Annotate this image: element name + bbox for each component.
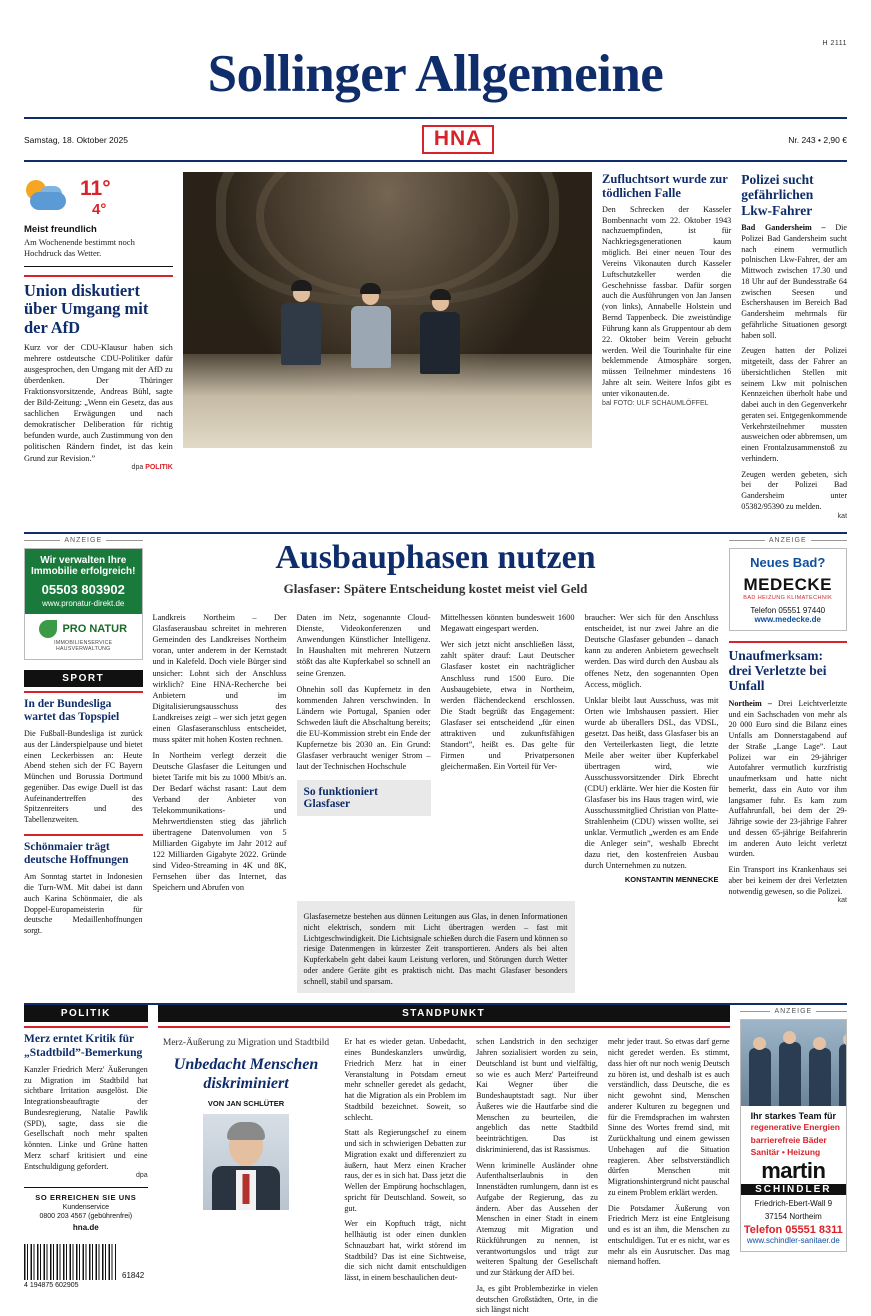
main-story: [153, 534, 719, 994]
medecke-brand: MEDECKE: [743, 574, 832, 594]
barcode-icon: [24, 1244, 116, 1280]
politik-headline: Merz erntet Kritik für „Stadtbild”-Bemerkung: [24, 1033, 143, 1059]
standpunkt-col-3: [608, 1032, 730, 1316]
medecke-ad[interactable]: [729, 548, 848, 631]
infobox-text: Glasfasernetze bestehen aus dünnen Leitungen aus Glas, in denen Informationen nicht elektrisch, sondern mit Licht übertragen werden – fast mit Lichtgeschwindigkeit. Die Lichtsignale schießen durch die Fasern und können so riesige Datenmengen in kürzester Zeit transportieren. Anders als bei alten Kupferkabeln geht dabei kaum Leistung verloren, und Störungen durch Wetter oder andere Geräte gibt es praktisch nicht. Das macht Glasfaser besonders schnell, stabil und sparsam.: [303, 912, 568, 986]
politik-text: Kanzler Friedrich Merz' Äußerungen zu Migration im Stadtbild hat sichtbare Irritation ausgelöst. Die Integrationsbeauftragte der Bundesregierung, Natalie Pawlik (SPD), sagte, dass sie die Gesellschaft noch mehr spalten könnten. Linke und Grüne hatten Merz scharf kritisiert und eine Entschuldigung gefordert.: [24, 1064, 148, 1171]
ad-brand-sub: IMMOBILIENSERVICE HAUSVERWALTUNG: [54, 639, 113, 652]
standpunkt-col2-p2: Wenn kriminelle Ausländer ohne Aufenthaltserlaubnis in den Innenstädten rumlungern, dann ist es Aufgabe der Regierung, das zu ändern. Aber das Aussehen der Menschen in einer Stadt in einem Atemzug mit Migration und Rückführungen zu nennen, ist verantwortungslos und trägt zur weiteren Spaltung der Gesellschaft und zur Stärkung der AfD bei.: [476, 1160, 598, 1278]
medecke-phone: Telefon 05551 97440: [750, 605, 826, 615]
pronatur-ad[interactable]: [24, 548, 143, 660]
main-story-subhead: Glasfaser: Spätere Entscheidung kostet meist viel Geld: [283, 581, 588, 597]
temp-low: 4°: [92, 201, 107, 219]
police-story-lead: Bad Gandersheim –: [741, 223, 826, 233]
story-col1-p1: Landkreis Northeim – Der Glasfaserausbau schreitet in mehreren Gemeinden des Landkreises Northeim voran, unter anderem in der Kernstadt und in Kalefeld. Doch viele Bürger sind unsicher: Lohnt sich der Anschluss wirklich? Eine HNA-Recherche bei Anbietern und im Digitalisierungsausschuss des Landkreises zeigt – wer sich jetzt gegen einen Glasfaseranschluss entscheidet, muss später mit hohen Kosten rechnen.: [152, 613, 287, 744]
standpunkt-section-bar: STANDPUNKT: [158, 1005, 730, 1022]
schindler-ad[interactable]: [740, 1019, 847, 1252]
story-col-1: [153, 607, 287, 893]
standpunkt-col2-p3: Ja, es gibt Problembezirke in vielen deutschen Großstädten, Orte, in die sich längst nicht: [476, 1283, 598, 1315]
politik-column: [24, 1005, 148, 1316]
left-column: [24, 172, 173, 520]
accident-text: [729, 699, 848, 860]
story-col2-p2: Ohnehin soll das Kupfernetz in den kommenden Jahren verschwinden. In Ländern wie Portugal, Spanien oder Schweden läuft die Abschaltung bereits; die EU-Kommission strebt ein Ende der Kupfernetze bis 2030 an. Ein Grund: Glasfaser verbraucht weniger Strom – laut der Technischen Hochschule: [296, 684, 431, 771]
accident-lead: Northeim –: [728, 698, 772, 708]
issue-code: H 2111: [822, 40, 847, 47]
ad-phone: 05503 803902: [41, 581, 125, 597]
weather-widget: [24, 172, 173, 218]
top-section: [24, 162, 847, 520]
schindler-team-photo: [741, 1020, 846, 1106]
photo-column: [183, 172, 592, 520]
photo-credit-photographer: FOTO: ULF SCHAUMLÖFFEL: [613, 399, 709, 407]
contact-line1: Kundenservice: [62, 1204, 109, 1212]
accident-credit: kat: [837, 897, 847, 905]
ad-brand: PRO NATUR: [62, 622, 128, 635]
schindler-address-2: 37154 Northeim: [764, 1212, 822, 1222]
medecke-headline: Neues Bad?: [750, 554, 826, 570]
contact-line2: 0800 203 4567 (gebührenfrei): [39, 1213, 133, 1221]
masthead-info: [24, 119, 847, 160]
standpunkt-col2-p1: schen Landstrich in den sechziger Jahren sozialisiert worden zu sein, Deutschland ist bunt und vielfältig, so wie es auch Merz' Parteifreund Kai Wegner über die Bundeshauptstadt sagt. Nur über Äußeres wie die Hautfarbe sind die Menschen zu beurteilen, die angeblich das nette Stadtbild beeinträchtigen. Das ist diskriminierend, das ist Rassismus.: [476, 1037, 598, 1154]
infobox-body: [297, 901, 575, 993]
ad-label-text: ANZEIGE: [64, 536, 103, 544]
schindler-address-1: Friedrich-Ebert-Wall 9: [754, 1199, 833, 1209]
schindler-brand: martin: [761, 1158, 826, 1184]
temp-high: 11°: [80, 177, 111, 201]
politik-section-bar: POLITIK: [24, 1005, 148, 1022]
standpunkt-byline: VON JAN SCHLÜTER: [207, 1099, 285, 1109]
contact-title: SO ERREICHEN SIE UNS: [35, 1193, 137, 1203]
hna-logo: HNA: [422, 125, 495, 154]
main-story-headline: Ausbauphasen nutzen: [275, 538, 596, 576]
police-story-text: [741, 223, 847, 341]
author-portrait: [203, 1114, 289, 1210]
photo-credit: [602, 400, 731, 407]
story-col-3: [441, 607, 575, 893]
barcode-number: 61842: [122, 1271, 145, 1281]
bottom-ad-column: [740, 1005, 847, 1316]
right-ad-column: [729, 534, 848, 994]
left-story-credit: [24, 464, 173, 471]
main-story-columns: [153, 607, 719, 893]
ad-label-bottom: [740, 1005, 847, 1019]
masthead-divider-2: [24, 160, 847, 162]
section-tag: POLITIK: [145, 463, 173, 471]
weather-text: Am Wochenende bestimmt noch Hochdruck das Wetter.: [24, 237, 135, 258]
sport-item2-headline: Schönmaier trägt deutsche Hoffnungen: [24, 840, 129, 867]
photo-story-text: Den Schrecken der Kasseler Bombennacht vom 22. Oktober 1943 nachzuempfinden, ist für Nachkriegsgenerationen kaum möglich. Bei einer neuen Tour des Vereins Vikonauten durch Kasseler Luftschutzkeller werden die Geschehnisse fassbar. Dafür sorgen auch die Ausführungen von Jan Jansen (von links), Annabelle Holstein und Bernd Tappenbeck. Die zweistündige Führung kann als Gruppentour ab dem 22. Oktober beim Verein gebucht werden. Weil die Tourinhalte für eine beklemmende Atmosphäre sorgen, müssen Teilnehmer mindestens 16 Jahre alt sein. Weitere Infos gibt es unter vikonauten.de.: [602, 204, 732, 398]
police-story-body: Die Polizei Bad Gandersheim sucht nach einem vermutlich polnischen Lkw-Fahrer, der am Mittwoch zwischen 17.30 und 18 Uhr auf der Bundesstraße 64 zwischen Seesen und Eschershausen im Bereich Bad Gandersheim mehrmals für gefährliche Situationen gesorgt haben soll.: [741, 223, 848, 340]
story-col1-p2: In Northeim verlegt derzeit die Deutsche Glasfaser die Leitungen und bietet Tarife mit bis zu 1000 Mbit/s an. Der Bedarf wächst rasant: Laut dem Verband der Anbieter von Telekommunikations- und Mehrwertdiensten stieg das jährlich übertragene Datenvolumen von 5 Milliarden Gigabyte im Jahr 2012 auf 122 Milliarden Gigabyte 2022. Gründe sind Video-Streaming in 4K und 8K, Fernsehen über das Internet, das Speichern und Abrufen von: [152, 750, 287, 893]
left-story-headline: Union diskutiert über Umgang mit der AfD: [24, 280, 149, 337]
bottom-section: [24, 1005, 847, 1316]
ad-label-right: [729, 534, 848, 548]
weather-title: Meist freundlich: [24, 224, 97, 236]
sport-section-bar: SPORT: [24, 670, 143, 687]
weather-temps: [80, 178, 111, 217]
sport-item1-headline: In der Bundesliga wartet das Topspiel: [24, 697, 120, 723]
politik-credit: dpa: [135, 1172, 148, 1180]
schindler-bullet-2: barrierefreie Bäder: [750, 1134, 827, 1145]
ad-url[interactable]: www.pronatur-direkt.de: [42, 598, 125, 608]
schindler-bullet-3: Sanitär • Heizung: [750, 1147, 821, 1158]
main-photo: [183, 172, 592, 448]
standpunkt-col1-p2: Statt als Regierungschef zu einem und sich in schwierigen Debatten zur Migration exakt und differenziert zu äußern, haut Merz einen Kracher raus, der es in sich hat. Dass jetzt die Wellen der Empörung hochschlagen, spricht für Deutschland. Soweit, so gut.: [344, 1128, 467, 1213]
masthead: [24, 0, 847, 162]
story-col3-p1: Mittelhessen könnten bundesweit 1600 Megawatt eingespart werden.: [440, 613, 575, 634]
ad-label-text-right: ANZEIGE: [768, 536, 807, 544]
police-story-text-3: Zeugen werden gebeten, sich bei der Polizei Bad Gandersheim unter 05382/95390 zu melden.: [741, 469, 848, 511]
barcode-block: [24, 1244, 148, 1280]
schindler-bullets: [741, 1121, 846, 1158]
story-col3-p2: Wer sich jetzt nicht anschließen lässt, zahlt später drauf: Laut Deutscher Glasfaser kostet ein nachträglicher Anschluss rund 1500 Euro. Die Ausbaugebiete, etwa in Northeim, werden flächendeckend erschlossen. Die Stadt begrüßt das Engagement: Glasfaser sei entscheidend „für einen attraktiven und zukunftsfähigen Standort”, heißt es. Das gelte für Firmen und Privatpersonen gleichermaßen. Ein Vorteil für Ver-: [440, 640, 575, 771]
police-story-text-2: Zeugen hatten der Polizei mitgeteilt, dass der Fahrer an übersichtlichen Stellen mit seinem Lkw mit polnischen Kennzeichen überholt habe und dabei auch in den Gegenverkehr geraten sei. Entgegenkommende Verkehrsteilnehmer mussten ausweichen oder abbremsen, um einen Frontalzusammenstoß zu verhindern.: [741, 346, 848, 463]
sport-item1-text: Die Fußball-Bundesliga ist zurück aus der Länderspielpause und bietet einen Leckerbissen an: Heute Abend stehen sich der FC Bayern München und Borussia Dortmund gegenüber. Das ewige Duell ist das Aufeinandertreffen des Spitzenreiters und des Tabellenzweiten.: [24, 729, 143, 825]
issue-number-price: Nr. 243 • 2,90 €: [788, 134, 847, 145]
photo-credit-author: bal: [602, 399, 612, 407]
contact-url[interactable]: hna.de: [72, 1223, 99, 1233]
story-col-4: [585, 607, 719, 893]
accident-headline: Unaufmerksam: drei Verletzte bei Unfall: [728, 647, 827, 694]
schindler-brand-2: SCHINDLER: [741, 1184, 846, 1195]
story-col4-p2: Unklar bleibt laut Ausschuss, was mit Orten wie Imbshausen passiert. Hier wurde ab überallers DSL, das VDSL, gesetzt. Das heißt, dass Glasfaser bis an den Verteilerkasten liegt, die letzte Meile aber weiter über Kupferkabel übertragen wird, wie Ausschussvorsitzender Dirk Ebrecht (CDU) erklärte. Wer hier die Kosten für Glasfaser bis ins Haus tragen wird, wie Ausschussmitglied Christian von Platte-Strahlenheim (CDU) wissen wollte, sei unklar. Vermutlich „werden es am Ende die Anleger sein”, weshalb Ebrecht dazu riet, den kostenfreien Ausbau durch Unternehmen zu nutzen.: [584, 695, 719, 871]
standpunkt-col-1: [344, 1032, 466, 1316]
photo-story-headline: Zufluchtsort wurde zur tödlichen Falle: [602, 172, 728, 201]
ad-label-left: [24, 534, 143, 548]
schindler-bullet-1: regenerative Energien: [750, 1122, 840, 1133]
schindler-url[interactable]: www.schindler-sanitaer.de: [746, 1236, 840, 1246]
standpunkt-col3-p1: mehr jeder traut. So etwas darf gerne nicht geredet werden. Es stimmt, dass hier oft nur noch wenig Deutsch zu hören ist, und deshalb ist es auch verständlich, dass Deutsche, die es nicht gewohnt sind, Menschen anderer Kulturen zu begegnen und für die Fremdsprachen im wahrsten Sinne des Wortes fremd sind, mit Zurückhaltung und einem gewissen Unbehagen auf die Situation reagieren. Aber selbstverständlich dürfen Menschen mit Migrationshintergrund nicht pauschal zu einem Problem erklärt werden.: [607, 1037, 730, 1197]
photo-caption-column: [602, 172, 731, 520]
infobox: [297, 780, 431, 816]
schindler-phone: Telefon 05551 8311: [743, 1224, 843, 1237]
schindler-tagline: Ihr starkes Team für: [750, 1111, 836, 1122]
infobox-row: [153, 895, 719, 993]
left-story-text: Kurz vor der CDU-Klausur haben sich mehrere ostdeutsche CDU-Politiker dafür ausgesprochen, den Umgang mit der AfD zu überdenken. Der Thüringer Fraktionsvorsitzende, Andreas Bühl, sagte der Bild-Zeitung: „Wenn ein Gesetz, das aus sachlichen Erwägungen und nach demokratischer Deliberation für richtig befunden wurde, auch Zustimmung von den politischen Rändern findet, ist das kein Grund zur Revision.”: [24, 343, 173, 463]
standpunkt-col1-p3: Wer ein Kopftuch trägt, nicht hellhäutig ist oder einen dunklen Schnauzbart hat, wirkt störend im Stadtbild? Das ist eine Sichtweise, die sich nicht damit entschuldigen lässt, in einem beschaulichen deut-: [344, 1219, 467, 1283]
medecke-url[interactable]: www.medecke.de: [754, 614, 821, 624]
police-story-column: [741, 172, 847, 520]
standpunkt-col1-p1: Er hat es wieder getan. Unbedacht, eines Bundeskanzlers unwürdig, Friedrich Merz hat in einer Veranstaltung in Potsdam erneut mehr schneller geredet als gedacht, hat die Migration als ein Problem im Stadtbild bezeichnet. Soweit, so schlecht.: [344, 1037, 467, 1122]
story-col4-p1: braucher: Wer sich für den Anschluss entscheidet, ist nur zwei Jahre an die Deutsche Glasfaser gebunden – danach kann zu anderen Anbietern gewechselt werden. Das wird durch den Ausbau als offenes Netz, den sogenannten Open Access, möglich.: [584, 613, 719, 689]
issue-date: Samstag, 18. Oktober 2025: [24, 134, 128, 145]
sun-cloud-icon: [24, 178, 72, 218]
standpunkt-column: [158, 1005, 730, 1316]
accident-text-2: Ein Transport ins Krankenhaus sei aber bei keinem der drei Verletzten notwendig gewesen, so die Polizei.: [728, 865, 847, 896]
standpunkt-col-2: [476, 1032, 598, 1316]
standpunkt-col3-p2: Die Potsdamer Äußerung von Friedrich Merz ist eine Entgleisung und es ist an ihm, die Menschen zu entschuldigen. Tut er es nicht, war es mehr als ein Ausrutscher. Das mag niemand hoffen.: [607, 1203, 730, 1267]
story-col2-p1: Daten im Netz, sogenannte Cloud-Dienste, Videokonferenzen und Anwendungen Künstlicher Intelligenz. In Haushalten mit mehreren Nutzern stößt das alte Kupferkabel so schnell an seine Grenzen.: [296, 613, 431, 678]
contact-box: [24, 1187, 148, 1232]
story-col-2: [297, 607, 431, 893]
leaf-icon: [39, 620, 57, 638]
barcode-text: 4 194875 602905: [24, 1282, 79, 1290]
main-section: [24, 534, 847, 994]
ad-label-text-bottom: ANZEIGE: [774, 1008, 813, 1016]
ad-line1: Wir verwalten Ihre Immobilie erfolgreich!: [31, 554, 136, 578]
credit-abbrev: dpa: [131, 463, 144, 471]
page-title: Sollinger Allgemeine: [207, 45, 664, 103]
police-story-headline: Polizei sucht gefährlichen Lkw-Fahrer: [741, 172, 814, 218]
police-story-credit: kat: [837, 512, 848, 520]
standpunkt-head-col: [158, 1032, 335, 1316]
medecke-brand-sub: BAD HEIZUNG KLIMATECHNIK: [743, 594, 833, 601]
infobox-title: So funktioniert Glasfaser: [303, 785, 378, 810]
accident-body: Drei Leichtverletzte und ein Sachschaden von mehr als 20 000 Euro sind die Bilanz eines Unfalls am Donnerstagabend auf der Straße „Lange Lage”. Laut Polizei war ein 29-jähriger Autofahrer vermutlich kurzfristig unaufmerksam und hatte nicht bemerkt, dass ein Auto vor ihm langsamer fuhr. Es kam zum Auffahrunfall, bei dem der 29-Jährige sowie der 23-jährige Fahrer und dessen 65-jährige Beifahrerin im anderen Auto leicht verletzt wurden.: [728, 698, 847, 859]
sport-item2-text: Am Sonntag startet in Indonesien die Turn-WM. Mit dabei ist dann auch Karina Schönmaier, die als Doppel-Europameisterin für deutsche Medaillenhoffnungen sorgt.: [24, 872, 143, 936]
left-ad-column: [24, 534, 143, 994]
standpunkt-kicker: Merz-Äußerung zu Migration und Stadtbild: [162, 1038, 330, 1049]
main-story-byline: KONSTANTIN MENNECKE: [624, 875, 719, 885]
standpunkt-headline: Unbedacht Menschen diskriminiert: [173, 1056, 319, 1092]
